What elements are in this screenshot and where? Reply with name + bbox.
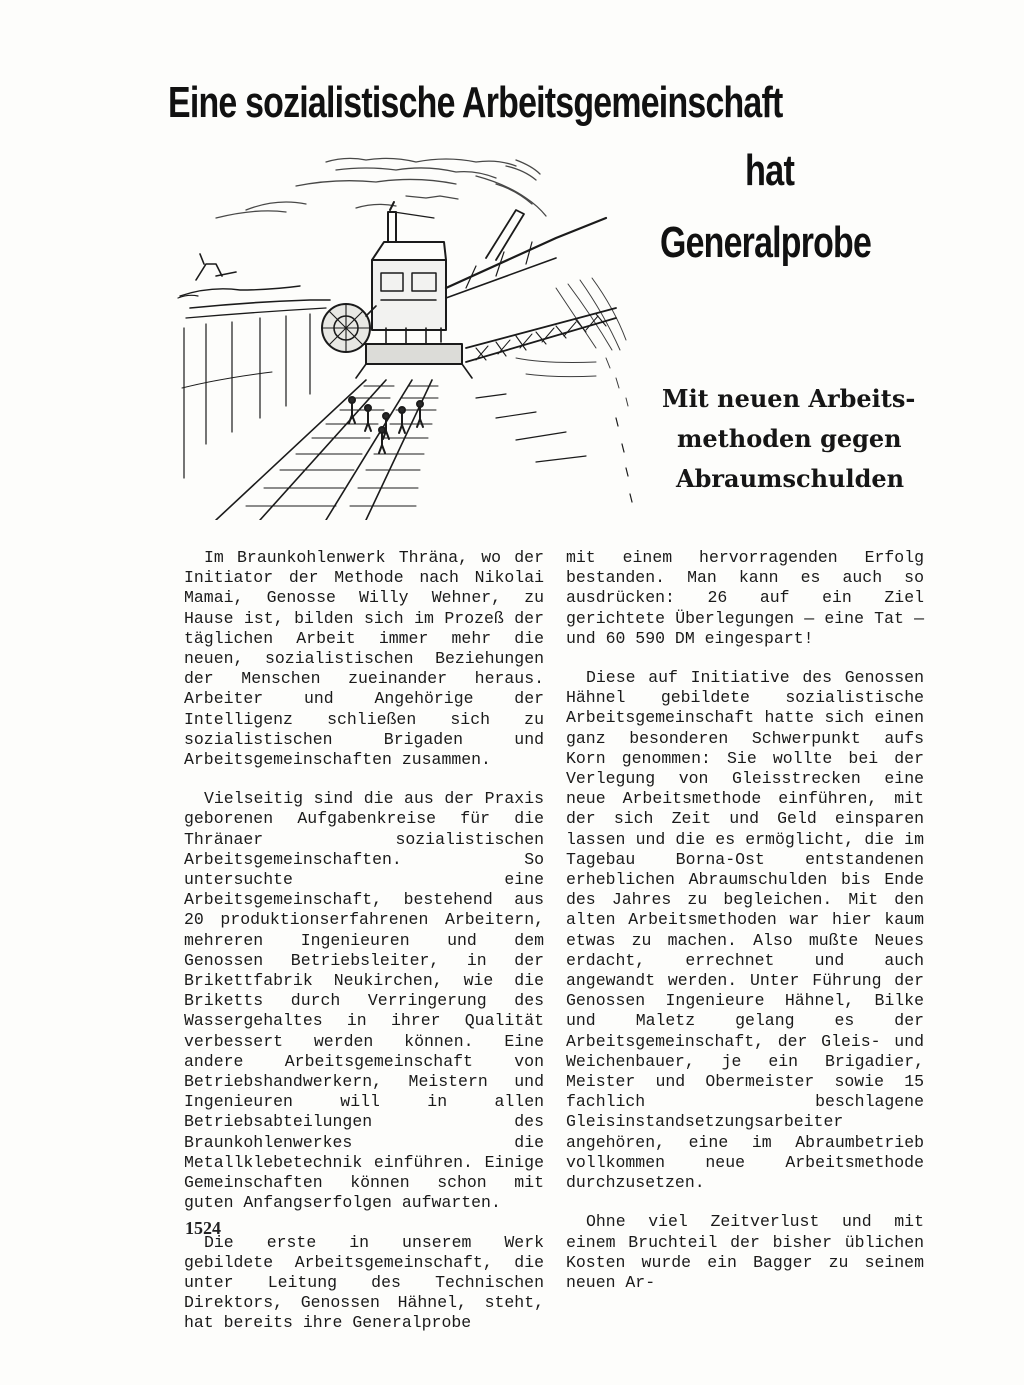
subheadline-line-2: methoden gegen	[677, 424, 902, 453]
headline-line-1: Eine sozialistische Arbeitsgemeinschaft	[168, 78, 783, 127]
subheadline-line-1: Mit neuen Arbeits-	[662, 384, 916, 413]
article-paragraph: Diese auf Initiative des Genossen Hähnel gebildete sozialistische Arbeitsgemeinschaft hatte sich einen ganz besonderen Schwerpunkt aufs Korn genommen: Sie wollte bei der Verlegung von Gleisstrecken eine neue Arbeitsmethode einführen, mit der sich Zeit und Geld einsparen lassen und die es ermöglicht, die im Tagebau Borna-Ost entstandenen erheblichen Abraumschulden bis Ende des Jahres zu begleichen. Mit den alten Arbeitsmethoden war hier kaum etwas zu machen. Also mußte Neues erdacht, errechnet und auch angewandt werden. Unter Führung der Genossen Ingenieure Hähnel, Bilke und Maletz gelang es der Arbeitsgemeinschaft, der Gleis- und Weichenbauer, je ein Brigadier, Meister und Obermeister sowie 15 fachlich beschlagene Gleisinstandsetzungsarbeiter angehören, eine im Abraumbetrieb vollkommen neue Arbeitsmethode durchzusetzen.	[566, 668, 924, 1193]
article-paragraph: mit einem hervorragenden Erfolg bestanden. Man kann es auch so ausdrücken: 26 auf ein Ziel gerichtete Überlegungen — eine Tat — und 60 590 DM eingespart!	[566, 548, 924, 648]
article-paragraph: Die erste in unserem Werk gebildete Arbeitsgemeinschaft, die unter Leitung des Technischen Direktors, Genossen Hähnel, steht, hat bereits ihre Generalprobe	[184, 1232, 544, 1333]
page-number: 1524	[185, 1218, 221, 1238]
headline-line-2: hat	[745, 146, 795, 195]
article-paragraph: Im Braunkohlenwerk Thräna, wo der Initiator der Methode nach Nikolai Mamai, Genosse Willy Wehner, zu Hause ist, bilden sich im Prozeß der täglichen Arbeit immer mehr die neuen, sozialistischen Beziehungen der Menschen zueinander heraus. Arbeiter und Angehörige der Intelligenz schließen sich zu sozialistischen Brigaden und Arbeitsgemeinschaften zusammen.	[184, 548, 544, 770]
article-paragraph: Vielseitig sind die aus der Praxis geborenen Aufgabenkreise für die Thränaer sozialistischen Arbeitsgemeinschaften. So untersuchte eine Arbeitsgemeinschaft, bestehend aus 20 produktionserfahrenen Arbeitern, mehreren Ingenieuren und dem Genossen Betriebsleiter, in der Brikettfabrik Neukirchen, wie die Briketts durch Verringerung des Wassergehaltes in ihrer Qualität verbessert werden können. Eine andere Arbeitsgemeinschaft von Betriebshandwerkern, Meistern und Ingenieuren will in allen Betriebsabteilungen des Braunkohlenwerkes die Metallklebetechnik einführen. Einige Gemeinschaften können schon mit guten Anfangserfolgen aufwarten.	[184, 789, 544, 1213]
excavator-illustration-icon	[176, 148, 636, 520]
headline-line-3: Generalprobe	[660, 218, 872, 267]
subheadline-line-3: Abraumschulden	[676, 464, 905, 493]
article-left-column	[184, 548, 544, 1353]
article-right-column	[566, 548, 924, 1312]
article-paragraph: Ohne viel Zeitverlust und mit einem Bruchteil der bisher üblichen Kosten wurde ein Bagger zu seinem neuen Ar-	[566, 1212, 924, 1292]
